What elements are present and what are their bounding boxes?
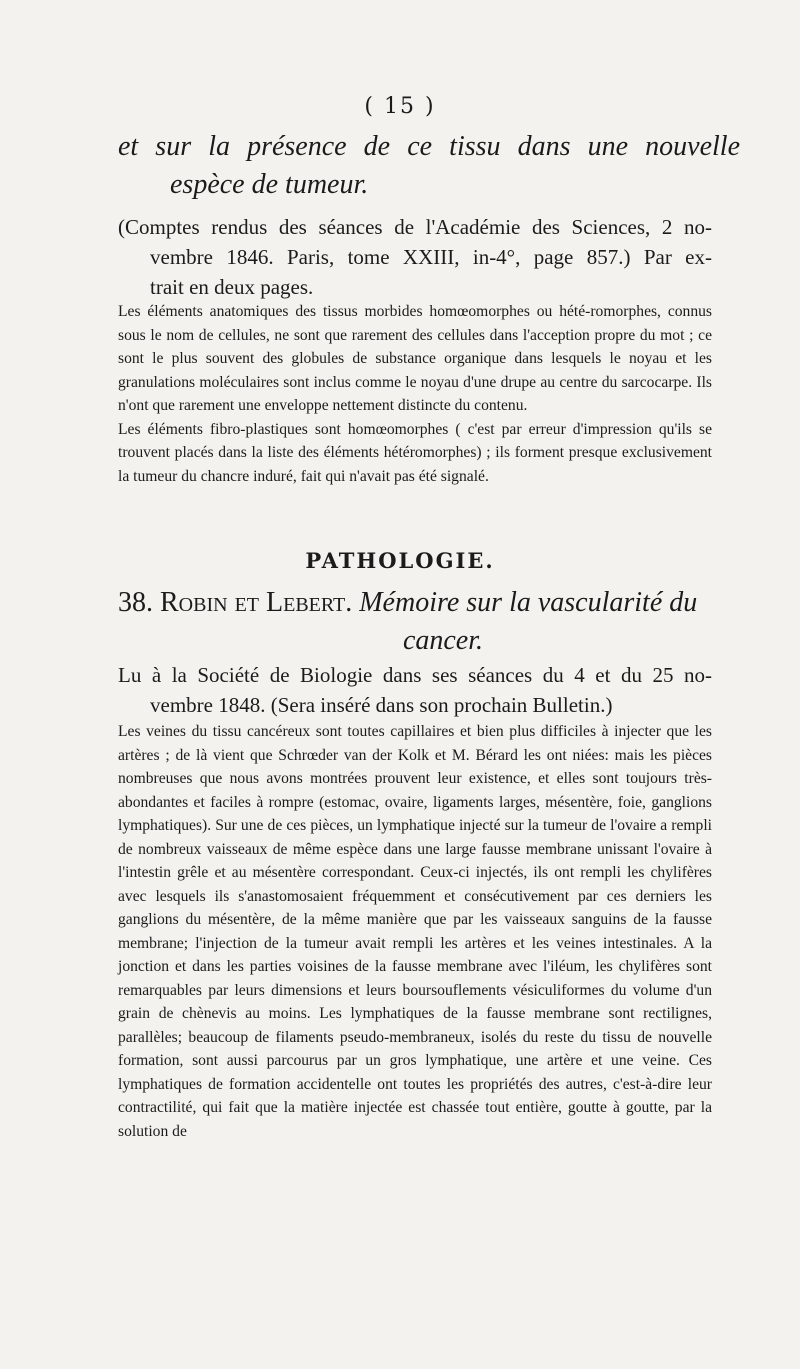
abstract-block-1: [118, 300, 712, 488]
entry-number: 38.: [118, 587, 153, 618]
entry-authors: Robin et Lebert.: [160, 587, 353, 618]
citation-2-line-1: Lu à la Société de Biologie dans ses séances du 4 et du 25 no-: [118, 663, 712, 687]
paragraph: Les éléments anatomiques des tissus morbides homœomorphes ou hété-romorphes, connus sous le nom de cellules, ne sont que rarement des cellules dans l'acception propre du mot ; ce sont le plus souvent des globules de substance organique dans lesquels le noyau et les granulations moléculaires sont inclus comme le noyau d'une drupe au centre du sarcocarpe. Ils n'ont que rarement une enveloppe nettement distincte du contenu.: [118, 303, 712, 414]
section-heading: PATHOLOGIE.: [305, 548, 495, 573]
title-continuation-line2: espèce de tumeur.: [170, 169, 369, 200]
paragraph: Les veines du tissu cancéreux sont toutes capillaires et bien plus difficiles à injecter que les artères ; de là vient que Schrœder van der Kolk et M. Bérard les ont niées: mais les pièces nombreuses que nous avons montrées prouvent leur existence, et elles sont toujours très-abondantes et faciles à rompre (estomac, ovaire, ligaments larges, mésentère, foie, ganglions lymphatiques). Sur une de ces pièces, un lymphatique injecté sur la tumeur de l'ovaire a rempli de nombreux vaisseaux de même espèce dans une large fausse membrane unissant l'ovaire à l'intestin grêle et au mésentère correspondant. Ceux-ci injectés, ils ont rempli les chylifères avec lesquels ils s'anastomosaient fréquemment et consécutivement par ces derniers les ganglions du mésentère, de la même manière que par les vaisseaux sanguins de la fausse membrane; l'injection de la tumeur avait rempli les artères et les veines intestinales. A la jonction et dans les parties voisines de la fausse membrane avec l'iléum, les chylifères sont remarquables par leurs dimensions et leurs boursouflements vésiculiformes du volume d'un grain de chènevis au moins. Les lymphatiques de la fausse membrane sont rectilignes, parallèles; beaucoup de filaments pseudo-membraneux, isolés du reste du tissu de nouvelle formation, sont aussi parcourus par un gros lymphatique, une artère et une veine. Ces lymphatiques de formation accidentelle ont toutes les propriétés des autres, c'est-à-dire leur contractilité, qui fait que la matière injectée est chassée tout entière, goutte à goutte, par la solution de: [118, 723, 712, 1140]
entry-title-part2: cancer.: [402, 625, 484, 656]
citation-block-2: [118, 660, 712, 720]
citation-1-line-3: trait en deux pages.: [150, 275, 314, 299]
paragraph: Les éléments fibro-plastiques sont homœomorphes ( c'est par erreur d'impression qu'ils se trouvent placés dans la liste des éléments hétéromorphes) ; ils forment presque exclusivement la tumeur du chancre induré, fait qui n'avait pas été signalé.: [118, 420, 712, 485]
entry-heading: [118, 584, 712, 660]
citation-1-line-1: (Comptes rendus des séances de l'Académie des Sciences, 2 no-: [118, 215, 712, 239]
abstract-block-2: [118, 720, 712, 1143]
entry-title-part1: Mémoire sur la vascularité du: [359, 587, 698, 618]
citation-2-line-2: vembre 1848. (Sera inséré dans son prochain Bulletin.): [150, 693, 613, 717]
title-continuation-line1: et sur la présence de ce tissu dans une nouvelle: [118, 131, 740, 162]
citation-1-line-2: vembre 1846. Paris, tome XXIII, in-4°, page 857.) Par ex-: [150, 245, 712, 269]
citation-block-1: [118, 212, 712, 302]
page-number: ( 15 ): [364, 94, 436, 119]
